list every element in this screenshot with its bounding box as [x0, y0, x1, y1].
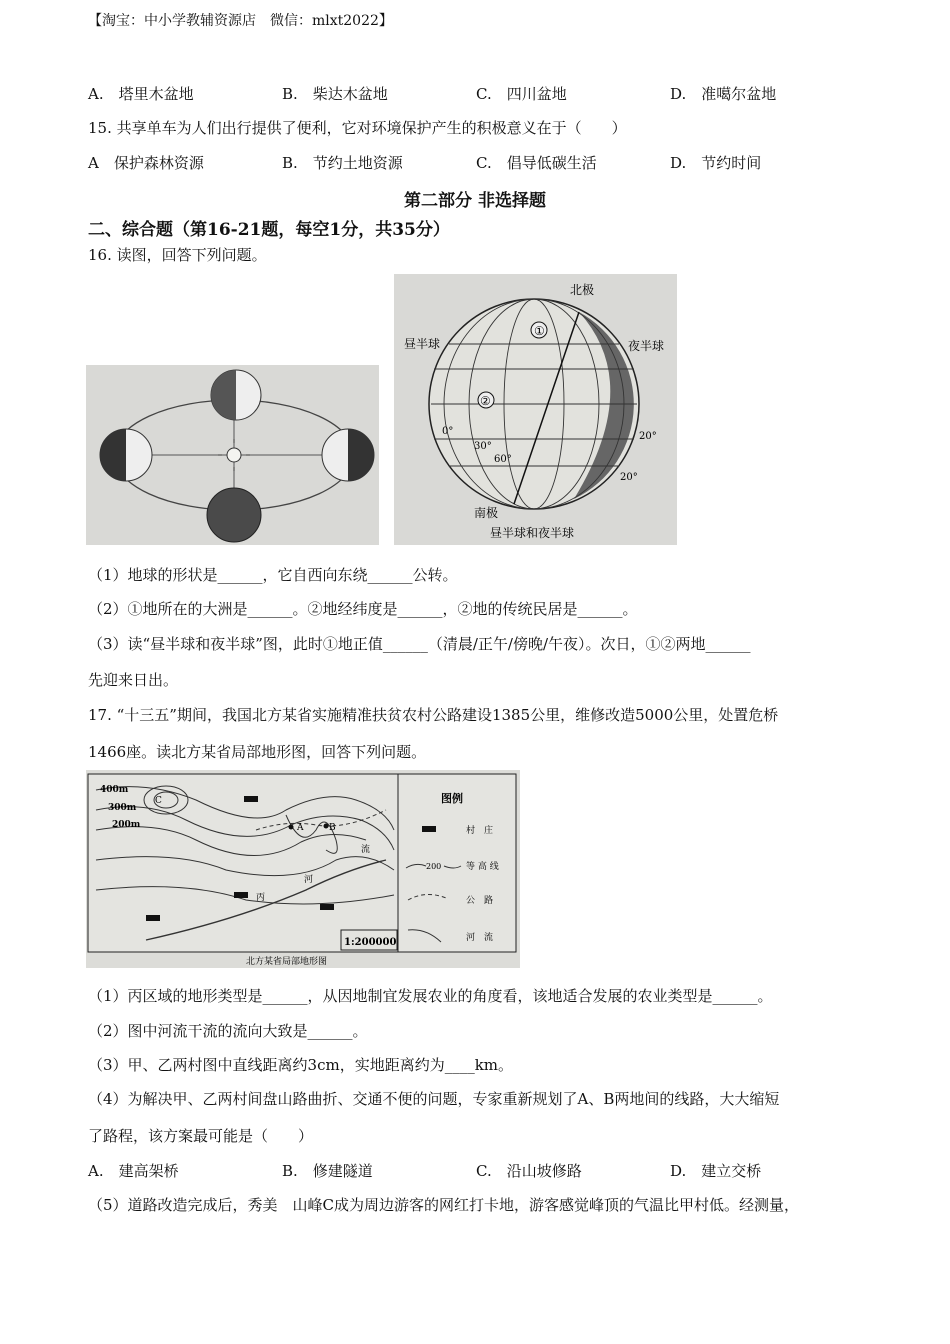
earth-bottom [207, 488, 261, 542]
q17-sub4a: （4）为解决甲、乙两村间盘山路曲折、交通不便的问题，专家重新规划了A、B两地间的线路，大大缩短 [88, 1090, 780, 1108]
q17-sub4-option-d: D. 建立交桥 [670, 1162, 762, 1180]
map-label-he: 河 [304, 875, 314, 885]
q16-sub2: （2）①地所在的大洲是______。②地经纬度是______，②地的传统民居是______。 [88, 600, 638, 618]
legend-village: 村 庄 [466, 826, 494, 836]
night-label: 夜半球 [628, 339, 665, 353]
section2-title: 二、综合题（第16-21题，每空1分，共35分） [88, 220, 450, 240]
tick-0: 0° [442, 426, 454, 437]
map-label-liu: 流 [361, 845, 371, 855]
legend-road: 公 路 [466, 896, 494, 906]
map-point-a: A [297, 823, 304, 833]
part2-title: 第二部分 非选择题 [404, 191, 546, 211]
earth-left [100, 429, 152, 481]
q16-sub1: （1）地球的形状是______，它自西向东绕______公转。 [88, 566, 458, 584]
day-label: 昼半球 [404, 337, 441, 351]
q17-sub3: （3）甲、乙两村图中直线距离约3cm，实地距离约为____km。 [88, 1056, 514, 1074]
page-header: 【淘宝：中小学教辅资源店 微信：mlxt2022】 [88, 13, 393, 29]
map-caption: 北方某省局部地形图 [246, 957, 328, 967]
q15-option-b: B. 节约土地资源 [282, 154, 403, 172]
tick-20b: 20° [620, 472, 638, 483]
map-label-bing: 丙 [256, 893, 266, 903]
south-pole-label: 南极 [474, 506, 499, 520]
q17-sub4-option-c: C. 沿山坡修路 [476, 1162, 582, 1180]
tick-60: 60° [494, 454, 512, 465]
contour-300: 300m [108, 803, 137, 813]
earth-top [211, 370, 261, 420]
point-2: ② [480, 394, 491, 408]
point-1: ① [534, 324, 545, 338]
north-pole-label: 北极 [570, 283, 595, 297]
contour-400: 400m [100, 785, 129, 795]
q17-stem-b: 1466座。读北方某省局部地形图，回答下列问题。 [88, 743, 427, 761]
contour-200: 200m [112, 820, 141, 830]
earth-right [322, 429, 374, 481]
q17-sub4-option-a: A. 建高架桥 [88, 1162, 179, 1180]
q14-option-b: B. 柴达木盆地 [282, 85, 388, 103]
map-point-b: B [329, 823, 336, 833]
legend-contour: 等 高 线 [466, 862, 499, 872]
orbit-figure [86, 365, 379, 545]
q15-option-c: C. 倡导低碳生活 [476, 154, 597, 172]
q16-stem: 16. 读图，回答下列问题。 [88, 246, 267, 264]
legend-title: 图例 [441, 792, 463, 805]
legend-river: 河 流 [466, 933, 494, 943]
q17-sub5: （5）道路改造完成后，秀美 山峰C成为周边游客的网红打卡地，游客感觉峰顶的气温比甲村低。经测量， [88, 1196, 800, 1214]
q16-sub3a: （3）读“昼半球和夜半球”图，此时①地正值______（清晨/正午/傍晚/午夜）。次日，①②两地______ [88, 635, 751, 653]
q17-sub1: （1）丙区域的地形类型是______，从因地制宜发展农业的角度看，该地适合发展的农业类型是______。 [88, 987, 773, 1005]
q14-option-a: A. 塔里木盆地 [88, 85, 194, 103]
q15-option-d: D. 节约时间 [670, 154, 762, 172]
q16-sub3b: 先迎来日出。 [88, 671, 179, 689]
map-point-c: C [155, 796, 162, 806]
legend-contour-value: 200 [426, 862, 442, 871]
topo-map-figure [86, 770, 520, 968]
q15-stem: 15. 共享单车为人们出行提供了便利，它对环境保护产生的积极意义在于（ ） [88, 119, 627, 137]
q17-sub2: （2）图中河流干流的流向大致是______。 [88, 1022, 368, 1040]
tick-30: 30° [474, 441, 492, 452]
q15-option-a: A 保护森林资源 [88, 154, 204, 172]
q17-sub4b: 了路程，该方案最可能是（ ） [88, 1127, 314, 1145]
q17-sub4-option-b: B. 修建隧道 [282, 1162, 373, 1180]
tick-20a: 20° [639, 431, 657, 442]
map-scale: 1:200000 [344, 937, 397, 948]
globe-caption: 昼半球和夜半球 [490, 526, 575, 540]
q17-stem-a: 17. “十三五”期间，我国北方某省实施精准扶贫农村公路建设1385公里，维修改造5000公里，处置危桥 [88, 706, 779, 724]
q14-option-c: C. 四川盆地 [476, 85, 567, 103]
globe-figure [394, 274, 677, 545]
q14-option-d: D. 准噶尔盆地 [670, 85, 777, 103]
